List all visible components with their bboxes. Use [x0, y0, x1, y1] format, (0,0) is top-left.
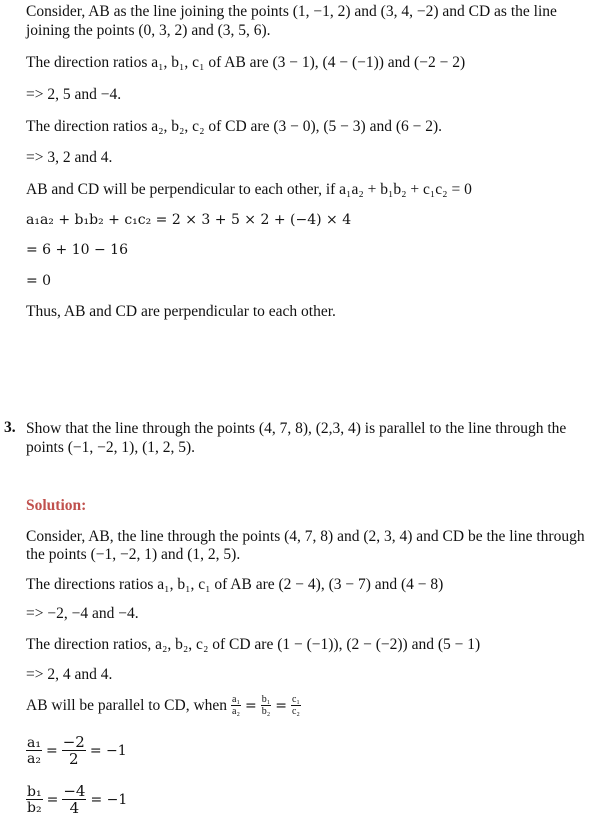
- question-text: Show that the line through the points (4, 7, 8), (2,3, 4) is parallel to the line through the: [26, 420, 567, 437]
- text-line: Consider, AB as the line joining the points (1, −1, 2) and (3, 4, −2) and CD as the line: [26, 3, 557, 20]
- ratio-b-equation: [26, 784, 131, 816]
- equals-sign: =: [46, 792, 59, 808]
- ratio-a-equation: [26, 735, 131, 767]
- numerator: −4: [63, 782, 86, 800]
- denominator: a₂: [27, 751, 41, 767]
- equals-sign: =: [275, 698, 287, 714]
- denominator: b₂: [261, 706, 271, 717]
- result: = −1: [90, 792, 128, 808]
- text-line: joining the points (0, 3, 2) and (3, 5, 6).: [26, 22, 271, 39]
- fraction-b1-b2: [26, 785, 43, 815]
- text-line: Consider, AB, the line through the points (4, 7, 8) and (2, 3, 4) and CD be the line through: [26, 528, 585, 545]
- text-line: => 3, 2 and 4.: [26, 149, 113, 166]
- text-line: => 2, 5 and −4.: [26, 86, 122, 103]
- text-line: The direction ratios a₁, b₁, c₁ of AB are (3 − 1), (4 − (−1)) and (−2 − 2): [26, 54, 466, 71]
- numerator: b₁: [261, 694, 271, 705]
- denominator: a₂: [232, 706, 240, 717]
- fraction-a1-a2: [231, 695, 241, 717]
- numerator: c₁: [291, 694, 300, 705]
- question-number: 3.: [4, 419, 16, 436]
- condition-text: AB will be parallel to CD, when: [26, 697, 228, 714]
- denominator: 2: [68, 750, 79, 768]
- text-line: The direction ratios a₂, b₂, c₂ of CD are (3 − 0), (5 − 3) and (6 − 2).: [26, 118, 443, 135]
- text-line: => −2, −4 and −4.: [26, 605, 139, 622]
- equals-sign: =: [45, 743, 58, 759]
- numerator: −2: [62, 733, 85, 751]
- numerator: a₁: [232, 694, 240, 705]
- parallel-condition: [26, 695, 301, 717]
- denominator: c₂: [291, 706, 300, 717]
- solution-label: Solution:: [26, 497, 87, 514]
- question-text: points (−1, −2, 1), (1, 2, 5).: [26, 439, 196, 456]
- fraction-b1-b2: [261, 695, 272, 717]
- fraction-minus4-over-4: [62, 784, 86, 816]
- text-line: the points (−1, −2, 1) and (1, 2, 5).: [26, 546, 241, 563]
- text-line: The direction ratios, a₂, b₂, c₂ of CD are (1 − (−1)), (2 − (−2)) and (5 − 1): [26, 636, 481, 653]
- fraction-minus2-over-2: [62, 735, 86, 767]
- math-line: a₁a₂ + b₁b₂ + c₁c₂ = 2 × 3 + 5 × 2 + (−4) × 4: [26, 212, 352, 228]
- text-line: Thus, AB and CD are perpendicular to each other.: [26, 303, 336, 320]
- math-line: = 6 + 10 − 16: [26, 242, 128, 258]
- equals-sign: =: [244, 698, 257, 714]
- text-line: The directions ratios a₁, b₁, c₁ of AB are (2 − 4), (3 − 7) and (4 − 8): [26, 576, 444, 593]
- math-line: = 0: [26, 273, 52, 289]
- fraction-a1-a2: [26, 736, 42, 766]
- numerator: a₁: [27, 735, 41, 751]
- result: = −1: [89, 743, 127, 759]
- text-line: => 2, 4 and 4.: [26, 666, 113, 683]
- text-line: AB and CD will be perpendicular to each other, if a₁a₂ + b₁b₂ + c₁c₂ = 0: [26, 181, 472, 198]
- fraction-c1-c2: [291, 695, 301, 717]
- numerator: b₁: [27, 784, 42, 800]
- denominator: 4: [69, 799, 80, 817]
- denominator: b₂: [27, 800, 42, 816]
